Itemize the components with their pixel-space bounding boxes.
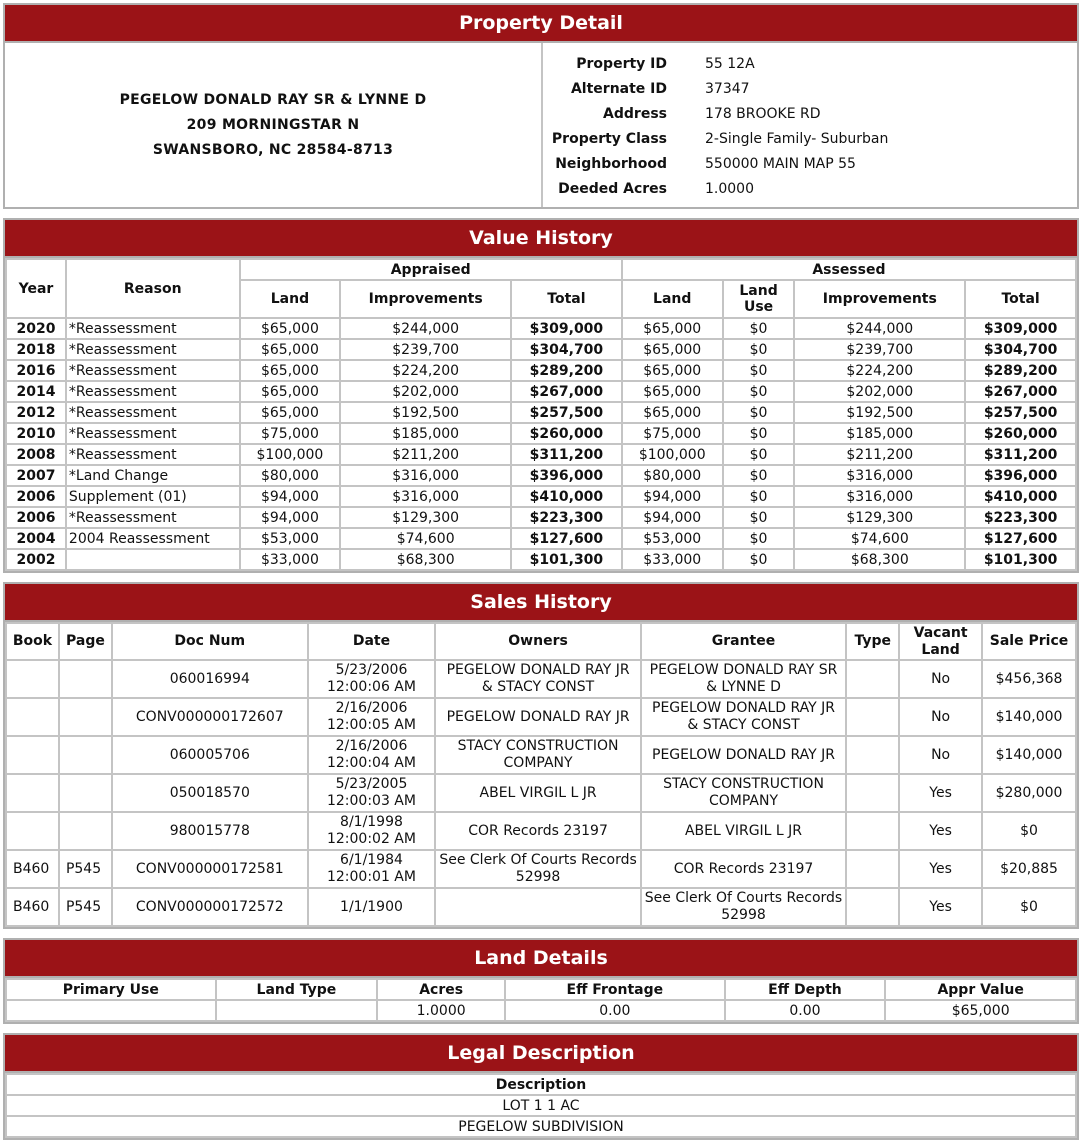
property-class-row [543,127,888,152]
value-history-title: Value History [5,220,1077,258]
assessed-total-cell: $309,000 [965,318,1076,339]
owners-cell: ABEL VIRGIL L JR [435,774,640,812]
vacant-land-cell: No [899,736,982,774]
type-cell [846,736,899,774]
reason-cell: *Reassessment [66,381,240,402]
reason-cell: 2004 Reassessment [66,528,240,549]
doc-num-header: Doc Num [112,623,308,660]
eff-depth-header: Eff Depth [725,979,886,1000]
assessed-improvements-cell: $192,500 [794,402,965,423]
legal-description-title: Legal Description [5,1035,1077,1073]
reason-cell: *Reassessment [66,507,240,528]
assessed-land-cell: $75,000 [622,423,723,444]
alternate-id-label: Alternate ID [570,81,667,97]
appraised-land-cell: $53,000 [240,528,341,549]
book-cell [6,698,59,736]
appraised-improvements-cell: $68,300 [340,549,511,570]
assessed-improvements-cell: $185,000 [794,423,965,444]
grantee-cell: PEGELOW DONALD RAY JR [641,736,846,774]
assessed-improvements-cell: $129,300 [794,507,965,528]
assessed-land-use-cell: $0 [723,507,795,528]
assessed-total-cell: $289,200 [965,360,1076,381]
year-cell: 2012 [6,402,66,423]
assessed-improvements-header: Improvements [794,280,965,318]
date-cell: 2/16/2006 12:00:05 AM [308,698,436,736]
type-cell [846,774,899,812]
property-class-label: Property Class [551,131,667,147]
assessed-land-use-cell: $0 [723,339,795,360]
grantee-header: Grantee [641,623,846,660]
value-history-row [6,423,1076,444]
sale-price-cell: $20,885 [982,850,1076,888]
property-detail-body [5,43,1077,207]
vacant-land-header: Vacant Land [899,623,982,660]
appraised-total-cell: $289,200 [511,360,622,381]
assessed-total-cell: $311,200 [965,444,1076,465]
year-cell: 2008 [6,444,66,465]
appraised-group-header: Appraised [240,259,622,280]
assessed-improvements-cell: $244,000 [794,318,965,339]
year-cell: 2007 [6,465,66,486]
vacant-land-cell: Yes [899,774,982,812]
appraised-improvements-cell: $316,000 [340,465,511,486]
type-cell [846,660,899,698]
sales-history-row [6,774,1076,812]
assessed-land-use-cell: $0 [723,381,795,402]
appraised-land-header: Land [240,280,341,318]
owners-cell: PEGELOW DONALD RAY JR & STACY CONST [435,660,640,698]
assessed-land-cell: $65,000 [622,318,723,339]
legal-line: PEGELOW SUBDIVISION [6,1116,1076,1137]
year-cell: 2014 [6,381,66,402]
date-cell: 5/23/2005 12:00:03 AM [308,774,436,812]
assessed-land-cell: $80,000 [622,465,723,486]
land-type-header: Land Type [216,979,378,1000]
page-cell [59,812,112,850]
owners-cell: STACY CONSTRUCTION COMPANY [435,736,640,774]
appraised-improvements-cell: $202,000 [340,381,511,402]
eff-depth-cell: 0.00 [725,1000,886,1021]
doc-num-cell: 060005706 [112,736,308,774]
grantee-cell: PEGELOW DONALD RAY JR & STACY CONST [641,698,846,736]
reason-cell: *Reassessment [66,318,240,339]
doc-num-cell: 980015778 [112,812,308,850]
value-history-row [6,549,1076,570]
sales-history-row [6,660,1076,698]
assessed-land-cell: $65,000 [622,339,723,360]
value-history-row [6,444,1076,465]
grantee-cell: See Clerk Of Courts Records 52998 [641,888,846,926]
owners-cell: PEGELOW DONALD RAY JR [435,698,640,736]
property-class-value: 2-Single Family- Suburban [705,131,889,147]
appraised-total-cell: $304,700 [511,339,622,360]
appraised-total-cell: $101,300 [511,549,622,570]
reason-cell: *Reassessment [66,444,240,465]
value-history-rows [6,318,1076,570]
year-cell: 2002 [6,549,66,570]
date-cell: 5/23/2006 12:00:06 AM [308,660,436,698]
value-history-row [6,465,1076,486]
acres-cell: 1.0000 [377,1000,505,1021]
property-id-label: Property ID [576,56,667,72]
type-cell [846,812,899,850]
year-cell: 2020 [6,318,66,339]
deeded-acres-value: 1.0000 [705,181,754,197]
year-cell: 2006 [6,486,66,507]
assessed-land-use-cell: $0 [723,423,795,444]
appraised-improvements-cell: $244,000 [340,318,511,339]
appraised-land-cell: $65,000 [240,381,341,402]
alternate-id-row [543,77,888,102]
assessed-land-use-cell: $0 [723,528,795,549]
vacant-land-cell: No [899,660,982,698]
doc-num-cell: 050018570 [112,774,308,812]
sales-history-table [5,622,1077,927]
page-cell: P545 [59,850,112,888]
assessed-total-cell: $127,600 [965,528,1076,549]
grantee-cell: ABEL VIRGIL L JR [641,812,846,850]
value-history-row [6,528,1076,549]
deeded-acres-row [543,177,888,202]
appraised-improvements-cell: $129,300 [340,507,511,528]
address-row [543,102,888,127]
year-cell: 2010 [6,423,66,444]
sale-price-cell: $140,000 [982,698,1076,736]
address-label: Address [603,106,667,122]
reason-header: Reason [66,259,240,318]
sale-price-cell: $140,000 [982,736,1076,774]
assessed-total-cell: $223,300 [965,507,1076,528]
sale-price-cell: $280,000 [982,774,1076,812]
assessed-land-header: Land [622,280,723,318]
owner-street: 209 MORNINGSTAR N [186,116,360,133]
date-cell: 1/1/1900 [308,888,436,926]
sales-history-row [6,736,1076,774]
sales-history-row [6,698,1076,736]
owners-cell [435,888,640,926]
value-history-row [6,486,1076,507]
date-header: Date [308,623,436,660]
assessed-land-use-cell: $0 [723,486,795,507]
sale-price-cell: $0 [982,812,1076,850]
assessed-improvements-cell: $239,700 [794,339,965,360]
owner-block [5,43,543,207]
type-header: Type [846,623,899,660]
reason-cell: *Reassessment [66,360,240,381]
assessed-group-header: Assessed [622,259,1076,280]
reason-cell: Supplement (01) [66,486,240,507]
appraised-improvements-cell: $211,200 [340,444,511,465]
page-cell [59,736,112,774]
appraised-land-cell: $75,000 [240,423,341,444]
sales-history-title: Sales History [5,584,1077,622]
appraised-improvements-cell: $239,700 [340,339,511,360]
assessed-land-cell: $100,000 [622,444,723,465]
land-details-section [3,938,1079,1024]
neighborhood-value: 550000 MAIN MAP 55 [705,156,856,172]
property-detail-section [3,3,1079,209]
assessed-total-cell: $396,000 [965,465,1076,486]
book-cell [6,812,59,850]
land-details-title: Land Details [5,940,1077,978]
assessed-land-cell: $65,000 [622,402,723,423]
assessed-land-cell: $94,000 [622,486,723,507]
appraised-improvements-cell: $74,600 [340,528,511,549]
legal-description-section [3,1033,1079,1140]
appraised-total-cell: $311,200 [511,444,622,465]
page-cell [59,698,112,736]
appraised-total-cell: $223,300 [511,507,622,528]
appraised-total-cell: $309,000 [511,318,622,339]
doc-num-cell: 060016994 [112,660,308,698]
owners-cell: See Clerk Of Courts Records 52998 [435,850,640,888]
appr-value-cell: $65,000 [885,1000,1076,1021]
sale-price-header: Sale Price [982,623,1076,660]
value-history-section [3,218,1079,573]
year-cell: 2006 [6,507,66,528]
sales-history-row [6,888,1076,926]
year-cell: 2018 [6,339,66,360]
deeded-acres-label: Deeded Acres [558,181,667,197]
doc-num-cell: CONV000000172607 [112,698,308,736]
reason-cell: *Reassessment [66,402,240,423]
assessed-land-cell: $94,000 [622,507,723,528]
book-cell [6,774,59,812]
value-history-row [6,507,1076,528]
book-cell: B460 [6,888,59,926]
assessed-improvements-cell: $68,300 [794,549,965,570]
book-cell [6,736,59,774]
primary-use-header: Primary Use [6,979,216,1000]
appraised-land-cell: $100,000 [240,444,341,465]
neighborhood-row [543,152,888,177]
assessed-land-use-header: Land Use [723,280,795,318]
appraised-improvements-cell: $192,500 [340,402,511,423]
property-id-row [543,52,888,77]
sales-history-rows [6,660,1076,926]
assessed-land-use-cell: $0 [723,444,795,465]
assessed-total-cell: $304,700 [965,339,1076,360]
vacant-land-cell: Yes [899,888,982,926]
date-cell: 8/1/1998 12:00:02 AM [308,812,436,850]
assessed-total-cell: $260,000 [965,423,1076,444]
type-cell [846,850,899,888]
year-cell: 2004 [6,528,66,549]
owner-name: PEGELOW DONALD RAY SR & LYNNE D [119,91,427,108]
land-type-cell [216,1000,378,1021]
book-cell [6,660,59,698]
neighborhood-label: Neighborhood [555,156,667,172]
appraised-land-cell: $65,000 [240,360,341,381]
sales-history-row [6,812,1076,850]
type-cell [846,698,899,736]
value-history-row [6,402,1076,423]
page-cell [59,774,112,812]
appraised-improvements-cell: $185,000 [340,423,511,444]
land-detail-row [6,1000,1076,1021]
assessed-improvements-cell: $316,000 [794,465,965,486]
description-header: Description [6,1074,1076,1095]
assessed-total-cell: $101,300 [965,549,1076,570]
appraised-land-cell: $80,000 [240,465,341,486]
vacant-land-cell: No [899,698,982,736]
property-id-value: 55 12A [705,56,755,72]
page-cell [59,660,112,698]
assessed-total-cell: $257,500 [965,402,1076,423]
grantee-cell: STACY CONSTRUCTION COMPANY [641,774,846,812]
appr-value-header: Appr Value [885,979,1076,1000]
assessed-improvements-cell: $74,600 [794,528,965,549]
appraised-total-header: Total [511,280,622,318]
reason-cell: *Reassessment [66,339,240,360]
vacant-land-cell: Yes [899,850,982,888]
type-cell [846,888,899,926]
grantee-cell: PEGELOW DONALD RAY SR & LYNNE D [641,660,846,698]
assessed-improvements-cell: $224,200 [794,360,965,381]
land-details-table [5,978,1077,1022]
sale-price-cell: $0 [982,888,1076,926]
appraised-improvements-cell: $224,200 [340,360,511,381]
doc-num-cell: CONV000000172572 [112,888,308,926]
appraised-improvements-header: Improvements [340,280,511,318]
value-history-row [6,360,1076,381]
assessed-total-cell: $267,000 [965,381,1076,402]
date-cell: 6/1/1984 12:00:01 AM [308,850,436,888]
assessed-land-use-cell: $0 [723,360,795,381]
reason-cell: *Land Change [66,465,240,486]
legal-description-table [5,1073,1077,1138]
appraised-land-cell: $65,000 [240,402,341,423]
date-cell: 2/16/2006 12:00:04 AM [308,736,436,774]
page-header: Page [59,623,112,660]
vacant-land-cell: Yes [899,812,982,850]
owners-cell: COR Records 23197 [435,812,640,850]
legal-line: LOT 1 1 AC [6,1095,1076,1116]
year-cell: 2016 [6,360,66,381]
assessed-land-use-cell: $0 [723,465,795,486]
appraised-land-cell: $94,000 [240,486,341,507]
owners-header: Owners [435,623,640,660]
appraised-total-cell: $267,000 [511,381,622,402]
eff-frontage-cell: 0.00 [505,1000,725,1021]
appraised-total-cell: $127,600 [511,528,622,549]
doc-num-cell: CONV000000172581 [112,850,308,888]
appraised-land-cell: $65,000 [240,339,341,360]
book-cell: B460 [6,850,59,888]
page-cell: P545 [59,888,112,926]
assessed-improvements-cell: $316,000 [794,486,965,507]
sales-history-section [3,582,1079,929]
appraised-improvements-cell: $316,000 [340,486,511,507]
assessed-land-cell: $53,000 [622,528,723,549]
primary-use-cell [6,1000,216,1021]
assessed-land-cell: $65,000 [622,360,723,381]
assessed-total-cell: $410,000 [965,486,1076,507]
appraised-total-cell: $396,000 [511,465,622,486]
assessed-land-cell: $65,000 [622,381,723,402]
property-detail-title: Property Detail [5,5,1077,43]
reason-cell [66,549,240,570]
year-header: Year [6,259,66,318]
grantee-cell: COR Records 23197 [641,850,846,888]
value-history-row [6,339,1076,360]
value-history-row [6,318,1076,339]
assessed-land-use-cell: $0 [723,402,795,423]
appraised-total-cell: $257,500 [511,402,622,423]
appraised-total-cell: $260,000 [511,423,622,444]
acres-header: Acres [377,979,505,1000]
assessed-land-use-cell: $0 [723,318,795,339]
appraised-total-cell: $410,000 [511,486,622,507]
reason-cell: *Reassessment [66,423,240,444]
sale-price-cell: $456,368 [982,660,1076,698]
book-header: Book [6,623,59,660]
alternate-id-value: 37347 [705,81,750,97]
assessed-improvements-cell: $211,200 [794,444,965,465]
assessed-improvements-cell: $202,000 [794,381,965,402]
appraised-land-cell: $94,000 [240,507,341,528]
value-history-row [6,381,1076,402]
sales-history-row [6,850,1076,888]
owner-city: SWANSBORO, NC 28584-8713 [152,141,394,158]
property-info [543,43,888,207]
appraised-land-cell: $33,000 [240,549,341,570]
assessed-land-cell: $33,000 [622,549,723,570]
appraised-land-cell: $65,000 [240,318,341,339]
value-history-table [5,258,1077,571]
assessed-land-use-cell: $0 [723,549,795,570]
address-value: 178 BROOKE RD [705,106,821,122]
assessed-total-header: Total [965,280,1076,318]
eff-frontage-header: Eff Frontage [505,979,725,1000]
